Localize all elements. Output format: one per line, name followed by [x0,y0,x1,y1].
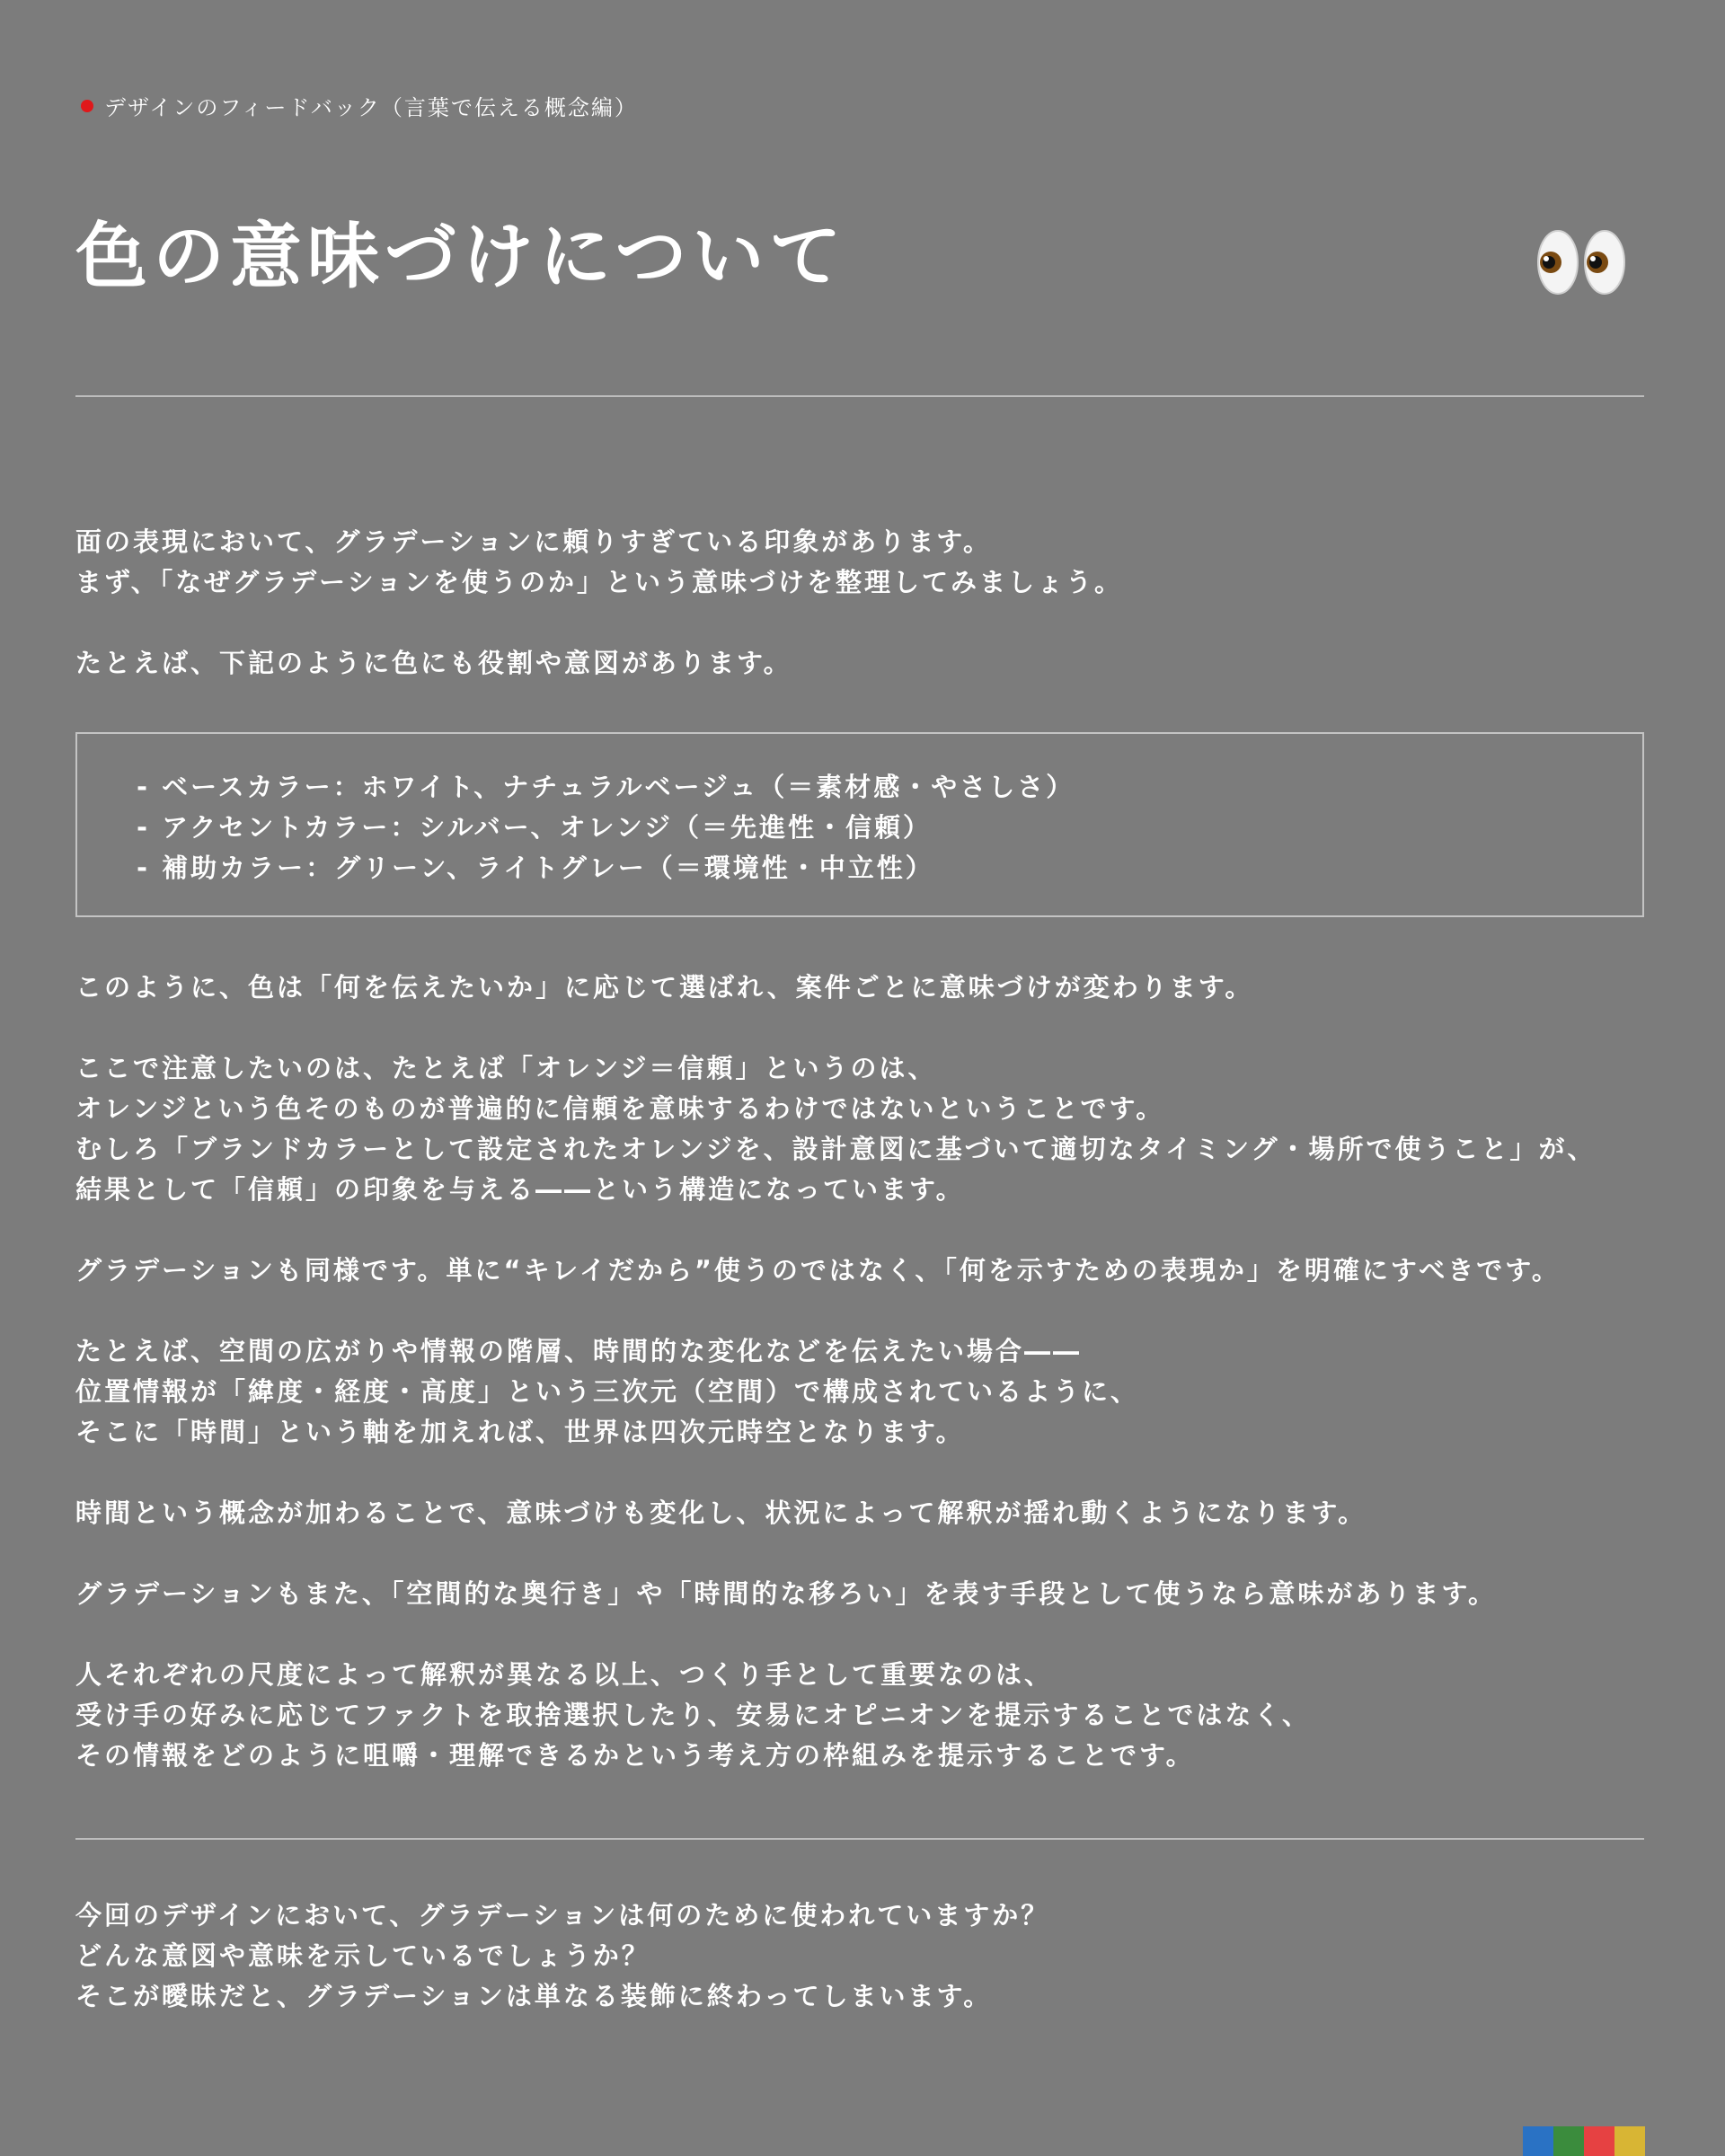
left-eye-icon [1536,228,1579,296]
intro-paragraph [75,522,1123,603]
red-swatch [1584,2126,1614,2156]
paragraph-line: 人それぞれの尺度によって解釈が異なる以上、つくり手として重要なのは、 [75,1659,1054,1690]
example-intro: たとえば、下記のように色にも役割や意図があります。 [75,648,792,678]
paragraph-5: 時間という概念が加わることで、意味づけも変化し、状況によって解釈が揺れ動くようになります。 [75,1498,1367,1528]
color-roles-box [75,732,1644,917]
green-swatch [1553,2126,1584,2156]
paragraph-line: その情報をどのように咀嚼・理解できるかという考え方の枠組みを提示することです。 [75,1740,1195,1771]
right-eye-icon [1583,228,1626,296]
intro-line: まず、「なぜグラデーションを使うのか」という意味づけを整理してみましょう。 [75,567,1124,597]
paragraph-3: グラデーションも同様です。単に“キレイだから”使うのではなく、「何を示すための表現か」を明確にすべきです。 [75,1255,1561,1286]
red-dot-icon [81,100,93,112]
list-item: - ベースカラー：ホワイト、ナチュラルベージュ（＝素材感・やさしさ） [137,772,1075,802]
list-item: - アクセントカラー：シルバー、オレンジ（＝先進性・信頼） [137,812,933,843]
paragraph-1: このように、色は「何を伝えたいか」に応じて選ばれ、案件ごとに意味づけが変わります。 [75,972,1254,1003]
paragraph-4 [75,1331,1139,1453]
yellow-swatch [1614,2126,1645,2156]
questions-paragraph [75,1895,1049,2017]
page-title: 色の意味づけについて [75,215,847,298]
color-roles-list [77,734,1642,888]
intro-line: 面の表現において、グラデーションに頼りすぎている印象があります。 [75,526,992,557]
paragraph-line: そこに「時間」という軸を加えれば、世界は四次元時空となります。 [75,1417,965,1447]
title-divider [75,395,1644,397]
paragraph-6: グラデーションもまた、「空間的な奥行き」や「時間的な移ろい」を表す手段として使うなら意味があります。 [75,1578,1498,1609]
paragraph-line: オレンジという色そのものが普遍的に信頼を意味するわけではないということです。 [75,1093,1165,1124]
questions-divider [75,1838,1644,1840]
paragraph-7 [75,1655,1311,1776]
paragraph-line: 結果として「信頼」の印象を与える――という構造になっています。 [75,1174,965,1205]
paragraph-line: たとえば、空間の広がりや情報の階層、時間的な変化などを伝えたい場合―― [75,1336,1083,1366]
paragraph-line: ここで注意したいのは、たとえば「オレンジ＝信頼」というのは、 [75,1053,937,1083]
blue-swatch [1523,2126,1553,2156]
paragraph-line: 受け手の好みに応じてファクトを取捨選択したり、安易にオピニオンを提示することではなく、 [75,1700,1311,1730]
breadcrumb [75,90,638,121]
paragraph-line: 位置情報が「緯度・経度・高度」という三次元（空間）で構成されているように、 [75,1376,1140,1407]
list-item: - 補助カラー：グリーン、ライトグレー（＝環境性・中立性） [137,853,934,883]
question-line: 今回のデザインにおいて、グラデーションは何のために使われていますか？ [75,1900,1050,1931]
breadcrumb-label: デザインのフィードバック（言葉で伝える概念編） [104,95,638,120]
eyes-emoji-icon [1536,228,1626,296]
paragraph-2 [75,1048,1597,1210]
question-line: どんな意図や意味を示しているでしょうか？ [75,1940,650,1971]
brand-color-swatches [1523,2126,1645,2156]
question-line: そこが曖昧だと、グラデーションは単なる装飾に終わってしまいます。 [75,1981,993,2011]
paragraph-line: むしろ「ブランドカラーとして設定されたオレンジを、設計意図に基づいて適切なタイミング・場所で使うこと」が、 [75,1134,1597,1164]
